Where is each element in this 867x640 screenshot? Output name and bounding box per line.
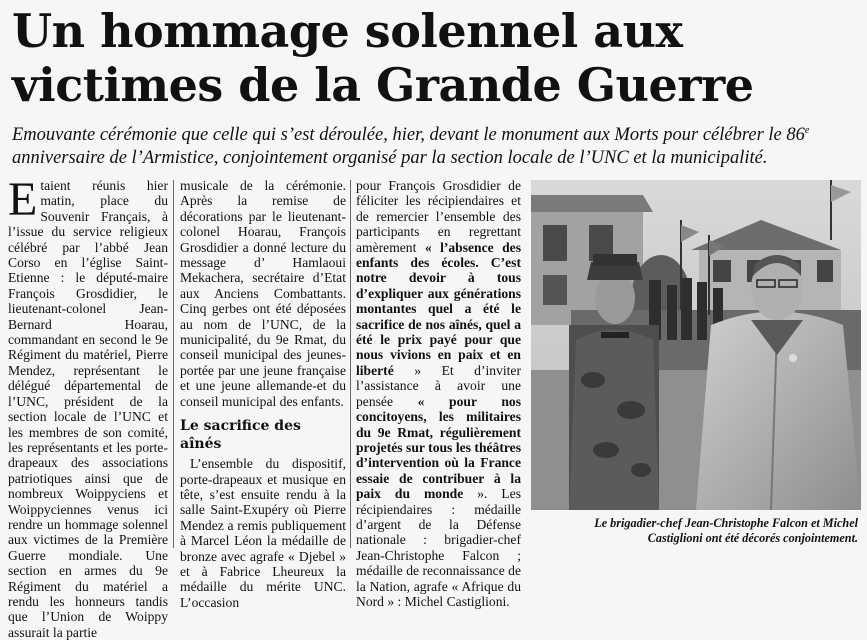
column-3-part-c: » Et d’inviter l’assistance à avoir une pensée bbox=[356, 362, 521, 409]
drop-cap: E bbox=[8, 173, 38, 226]
photo-illustration bbox=[531, 180, 861, 510]
column-2-text-b: L’ensemble du dispositif, porte-drapeaux et musique en tête, s’est ensuite rendu à la salle Saint-Exupéry où Pierre Mendez a remis publiquement à Marcel Léon la médaille de bronze avec agrafe « Djebel » et à Fabrice Lheureux la médaille du mérite UNC. L’occasion bbox=[180, 456, 346, 610]
column-3-part-e: ». Les récipiendaires : médaille d’argent de la Défense nationale : brigadier-chef Jean-Christophe Falcon ; médaille de reconnaissance de la Nation, agrafe « Afrique du Nord » : Michel Castiglioni. bbox=[356, 486, 521, 609]
column-1-body: taient réunis hier matin, place du Souvenir Français, à l’issue du service religieux célébré par l’abbé Jean Corso en l’église Saint-Etienne : le député-maire François Grosdidier, le lieutenant-colonel Jean-Bernard Hoarau, commandant en second le 9e Régiment du matériel, Pierre Mendez, représentant le délégué départemental de l’UNC, président de la section locale de l’UNC et les membres de son comité, les représentants et les porte-drapeaux des associations patriotiques ainsi que de nombreux Woippyciens et Woippyciennes venus ici rendre un hommage solennel aux victimes de la Première Guerre mondiale. Une section en armes du 9e Régiment du matériel a rendu les honneurs tandis que l’Union de Woippy assurait la partie bbox=[8, 178, 168, 640]
subheading: Le sacrifice des aînés bbox=[180, 418, 301, 453]
column-2 bbox=[180, 178, 346, 610]
column-3-part-a: pour François Grosdidier de féliciter les récipiendaires et de remercier l’ensemble des participants en regrettant amèrement bbox=[356, 178, 521, 255]
lead-superscript: e bbox=[804, 124, 810, 136]
headline: Un hommage solennel aux victimes de la Grande Guerre bbox=[12, 4, 754, 112]
column-rule-2 bbox=[350, 180, 351, 548]
photo-caption: Le brigadier-chef Jean-Christophe Falcon et Michel Castiglioni ont été décorés conjointement. bbox=[594, 516, 858, 545]
column-1-text bbox=[8, 173, 168, 640]
column-2-text-a: musicale de la cérémonie. Après la remise de décorations par le lieutenant-colonel Hoarau, François Grosdidier a donné lecture du message d’ Hamlaoui Mekachera, secrétaire d’Etat aux Anciens Combattants. Cinq gerbes ont été déposées au nom de l’UNC, de la municipalité, du 9e Rmat, du conseil municipal des jeunes-portée par une jeune française et une jeune allemande-et du conseil municipal des enfants. bbox=[180, 178, 346, 409]
column-1 bbox=[8, 173, 168, 640]
ceremony-photo bbox=[531, 180, 861, 510]
quote-bold-2: « pour nos concitoyens, les militaires du 9e Rmat, régulièrement projetés sur tous les théâtres d’intervention où la France essaie de contribuer à la paix du monde bbox=[356, 393, 521, 502]
lead-text-end: anniversaire de l’Armistice, conjointement organisé par la section locale de l’UNC et la municipalité. bbox=[12, 148, 768, 168]
column-3-text bbox=[356, 178, 521, 609]
lead-paragraph bbox=[12, 124, 860, 170]
column-rule-1 bbox=[173, 180, 174, 548]
column-3 bbox=[356, 178, 521, 609]
quote-bold-1: « l’absence des enfants des écoles. C’est notre devoir à tous d’expliquer aux générations montantes quel a été le sacrifice de nos aînés, quel a été le prix payé pour que nous vivions en paix et en liberté bbox=[356, 239, 522, 378]
lead-text-start: Emouvante cérémonie que celle qui s’est déroulée, hier, devant le monument aux Morts pour célébrer le 86 bbox=[12, 125, 805, 145]
